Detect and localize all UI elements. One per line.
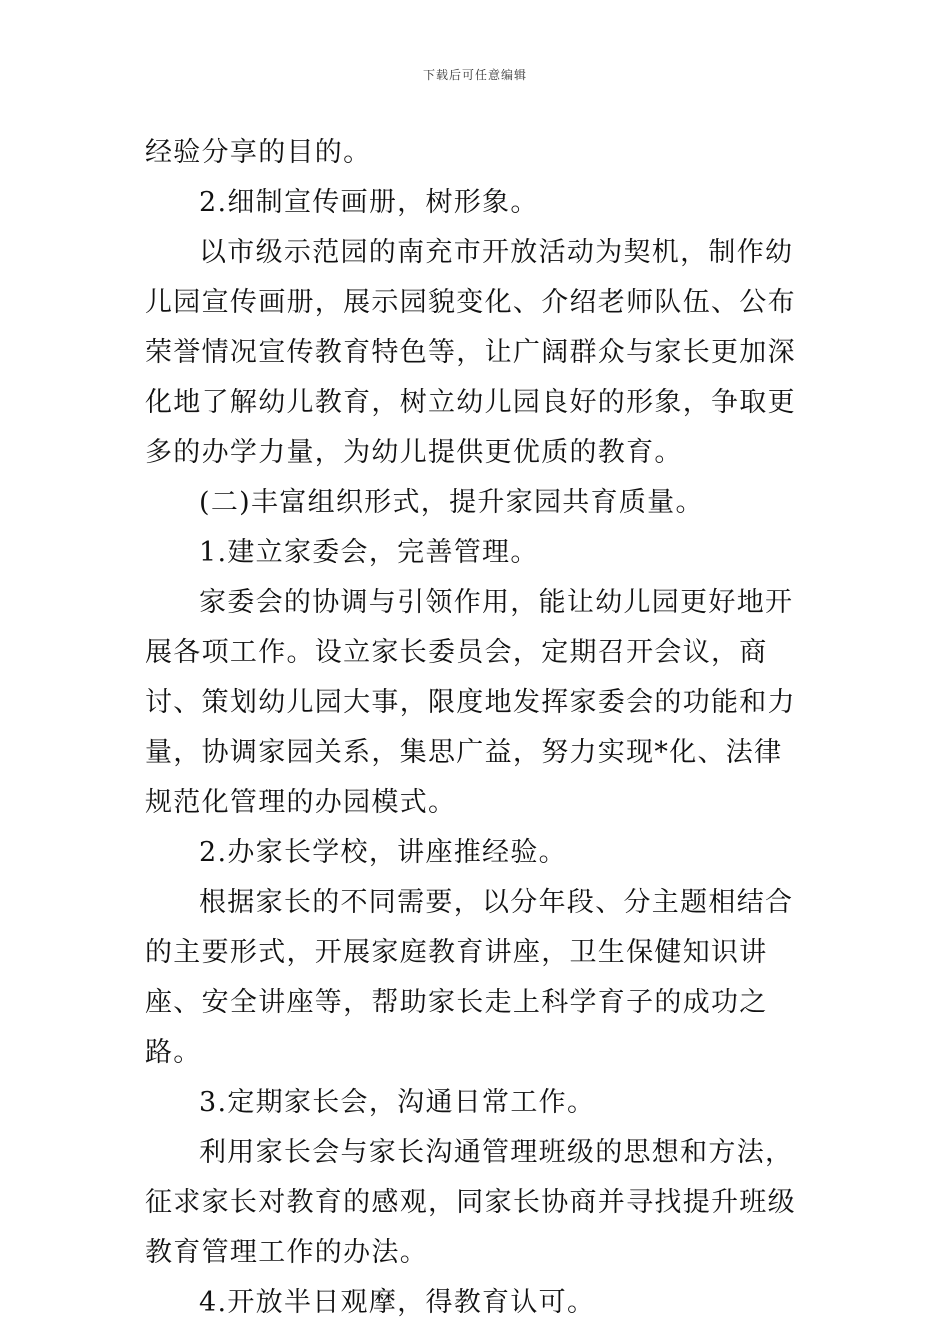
paragraph: 利用家长会与家长沟通管理班级的思想和方法，征求家长对教育的感观，同家长协商并寻找提升班级教育管理工作的办法。 xyxy=(145,1137,796,1268)
document-body xyxy=(145,128,809,1328)
paragraph: 根据家长的不同需要，以分年段、分主题相结合的主要形式，开展家庭教育讲座，卫生保健知识讲座、安全讲座等，帮助家长走上科学育子的成功之路。 xyxy=(145,887,794,1068)
section-heading: 3.定期家长会，沟通日常工作。 xyxy=(199,1087,596,1118)
paragraph: 家委会的协调与引领作用，能让幼儿园更好地开展各项工作。设立家长委员会，定期召开会议，商讨、策划幼儿园大事，限度地发挥家委会的功能和力量，协调家园关系，集思广益，努力实现*化、法律规范化管理的办园模式。 xyxy=(145,587,796,818)
section-heading: (二)丰富组织形式，提升家园共育质量。 xyxy=(199,487,704,518)
paragraph: 经验分享的目的。 xyxy=(145,137,372,168)
section-heading: 2.办家长学校，讲座推经验。 xyxy=(199,837,567,868)
section-heading: 1.建立家委会，完善管理。 xyxy=(199,537,539,568)
section-heading: 2.细制宣传画册，树形象。 xyxy=(199,187,539,218)
section-heading: 4.开放半日观摩，得教育认可。 xyxy=(199,1287,596,1318)
paragraph: 以市级示范园的南充市开放活动为契机，制作幼儿园宣传画册，展示园貌变化、介绍老师队伍、公布荣誉情况宣传教育特色等，让广阔群众与家长更加深化地了解幼儿教育，树立幼儿园良好的形象，争取更多的办学力量，为幼儿提供更优质的教育。 xyxy=(145,237,796,468)
page-header: 下载后可任意编辑 xyxy=(422,68,527,82)
